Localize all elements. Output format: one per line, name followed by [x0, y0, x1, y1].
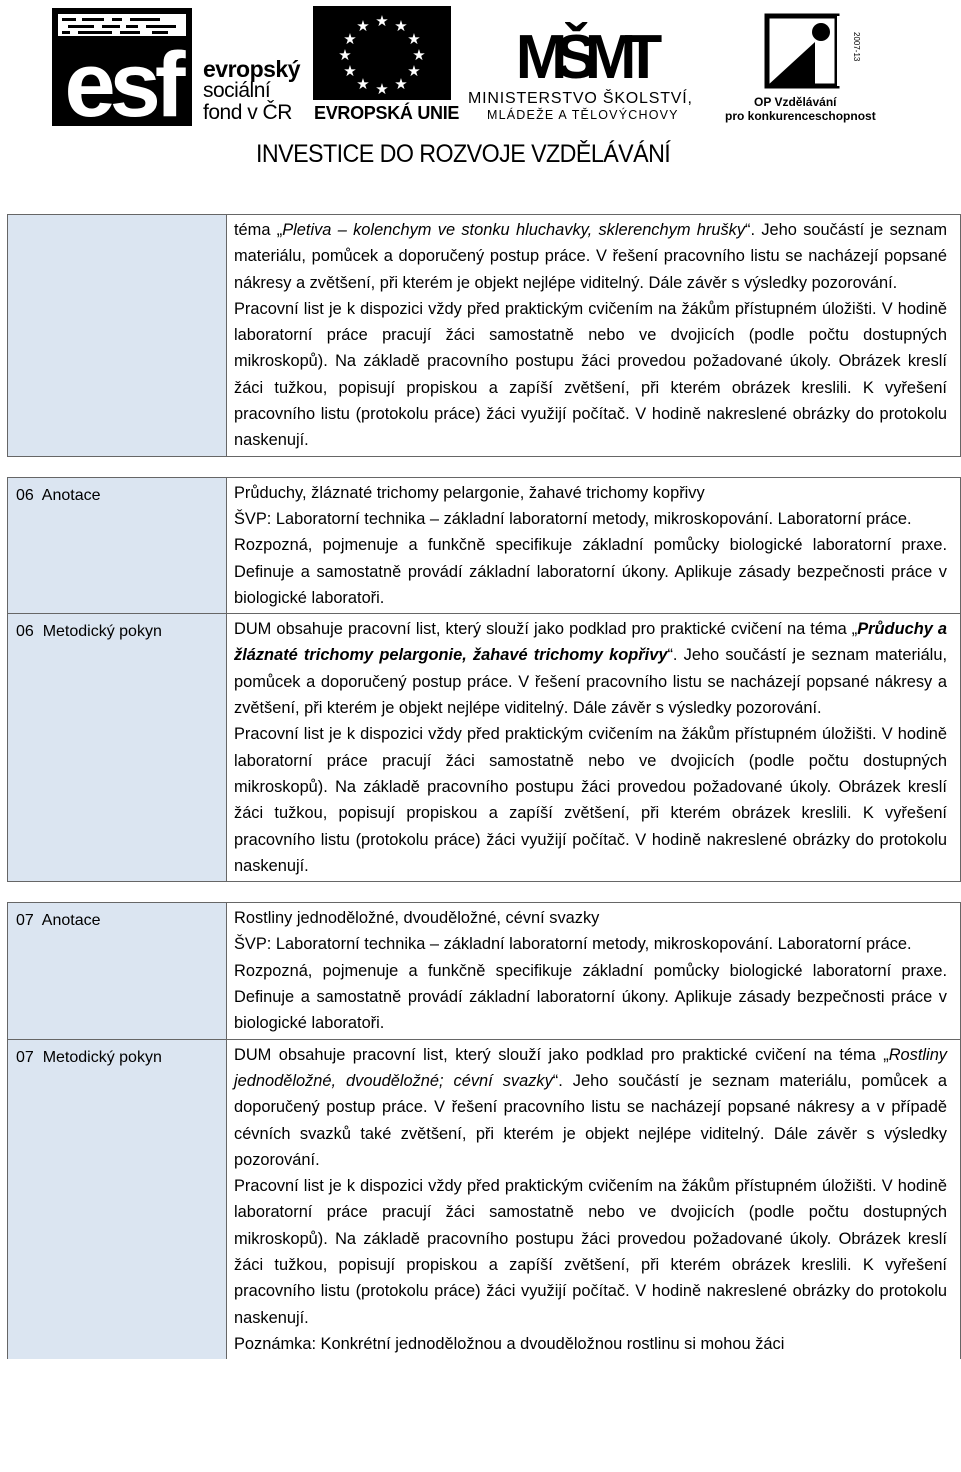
annotation-goals: Rozpozná, pojmenuje a funkčně specifikuje základní pomůcky biologické laboratorní praxe. Definuje a samostatně provádí základní laboratorní úkony. Aplikuje zásady bezpečnosti práce v biologické laboratoři.	[234, 961, 947, 1033]
row-label: 07 Metodický pokyn	[16, 1048, 162, 1066]
row-label: 06 Metodický pokyn	[16, 623, 162, 641]
svg-text:★: ★	[412, 46, 426, 64]
annotation-title: Rostliny jednoděložné, dvouděložné, cévní svazky	[234, 909, 600, 928]
table-row	[8, 903, 961, 1039]
svg-text:★: ★	[407, 30, 421, 48]
row-label: 06 Anotace	[16, 486, 101, 504]
esf-logo	[52, 8, 192, 136]
table-row	[8, 477, 961, 613]
annotation-goals: Rozpozná, pojmenuje a funkčně specifikuje základní pomůcky biologické laboratorní praxe. Definuje a samostatně provádí základní laboratorní úkony. Aplikuje zásady bezpečnosti práce v biologické laboratoři.	[234, 536, 947, 607]
row-content-cell	[227, 215, 961, 457]
intro-paragraph: téma „Pletiva – kolenchym ve stonku hluchavky, sklerenchym hrušky“. Jeho součástí je seznam materiálu, pomůcek a doporučený postup práce. V řešení pracovního listu se nacházejí popsané nákresy a zvětšení, při kterém je objekt nejlépe viditelný. Dále závěr s výsledky pozorování.	[234, 221, 947, 292]
annotation-svp: ŠVP: Laboratorní technika – základní laboratorní metody, mikroskopování. Laboratorní práce.	[234, 509, 912, 528]
row-label-cell	[8, 477, 227, 613]
esf-logo-caption	[203, 58, 300, 124]
page-header	[0, 0, 960, 175]
investice-slogan: INVESTICE DO ROZVOJE VZDĚLÁVÁNÍ	[256, 140, 671, 168]
esf-line-2: sociální	[203, 79, 271, 102]
table-row	[8, 215, 961, 457]
table-row	[8, 1039, 961, 1359]
row-content-cell	[227, 477, 961, 613]
esf-line-3: fond v ČR	[203, 101, 292, 124]
svg-text:MŠMT: MŠMT	[515, 23, 651, 92]
svg-text:★: ★	[356, 17, 370, 35]
svg-text:★: ★	[343, 62, 357, 80]
svg-text:★: ★	[356, 75, 370, 93]
svg-text:★: ★	[394, 75, 408, 93]
msmt-caption-line-2: MLÁDEŽE A TĚLOVÝCHOVY	[487, 108, 679, 122]
intro-paragraph: DUM obsahuje pracovní list, který slouží jako podklad pro praktické cvičení na téma „Průduchy a žláznaté trichomy pelargonie, žahavé trichomy kopřivy“. Jeho součástí je seznam materiálu, pomůcek a doporučený postup práce. V řešení pracovního listu se nacházejí popsané nákresy a zvětšení, při kterém je objekt nejlépe viditelný. Dále závěr s výsledky pozorování.	[234, 620, 947, 718]
row-label-cell	[8, 215, 227, 457]
svg-text:2007-13: 2007-13	[852, 32, 861, 62]
annotation-svp: ŠVP: Laboratorní technika – základní laboratorní metody, mikroskopování. Laboratorní práce.	[234, 935, 912, 954]
eu-caption: EVROPSKÁ UNIE	[314, 103, 460, 123]
eu-flag-logo	[313, 6, 451, 100]
dum-table	[7, 214, 961, 1359]
row-label-cell	[8, 903, 227, 1039]
msmt-logo	[515, 6, 651, 92]
table-row	[8, 614, 961, 882]
row-content-cell	[227, 614, 961, 882]
svg-text:★: ★	[407, 62, 421, 80]
row-label: 07 Anotace	[16, 912, 101, 930]
note-paragraph: Poznámka: Konkrétní jednoděložnou a dvouděložnou rostlinu si mohou žáci	[234, 1334, 785, 1353]
instructions-paragraph: Pracovní list je k dispozici vždy před praktickým cvičením na žákům přístupném úložišti. V hodině laboratorní práce pracují žáci samostatně nebo ve dvojicích (podle počtu dostupných mikroskopů). Na základě pracovního postupu žáci provedou požadované úkoly. Obrázek kreslí žáci tužkou, popisují propiskou a zapíší zvětšení, při kterém obrázek kreslili. K vyřešení pracovního listu (protokolu práce) žáci využijí počítač. V hodině nakreslené obrázky do protokolu naskenují.	[234, 299, 947, 450]
svg-text:esf: esf	[64, 34, 180, 136]
intro-paragraph: DUM obsahuje pracovní list, který slouží jako podklad pro praktické cvičení na téma „Rostliny jednoděložné, dvouděložné; cévní svazky“. Jeho součástí je seznam materiálu, pomůcek a doporučený postup práce. V řešení pracovního listu se nacházejí popsané nákresy a v případě cévních svazků také zvětšení, při kterém je objekt nejlépe viditelný. Dále závěr s výsledky pozorování.	[234, 1045, 947, 1169]
row-label-cell	[8, 614, 227, 882]
svg-text:★: ★	[375, 80, 389, 98]
op-caption-line-1: OP Vzdělávání	[754, 95, 837, 109]
op-vzdelavani-logo	[755, 12, 865, 92]
svg-text:★: ★	[338, 46, 352, 64]
row-label-cell	[8, 1039, 227, 1359]
svg-text:★: ★	[394, 17, 408, 35]
instructions-paragraph: Pracovní list je k dispozici vždy před praktickým cvičením na žákům přístupném úložišti. V hodině laboratorní práce pracují žáci samostatně nebo ve dvojicích (podle počtu dostupných mikroskopů). Na základě pracovního postupu žáci provedou požadované úkoly. Obrázek kreslí žáci tužkou, popisují propiskou a zapíší zvětšení, při kterém obrázek kreslili. K vyřešení pracovního listu (protokolu práce) žáci využijí počítač. V hodině nakreslené obrázky do protokolu naskenují.	[234, 1177, 947, 1327]
op-caption-line-2: pro konkurenceschopnost	[725, 109, 876, 123]
instructions-paragraph: Pracovní list je k dispozici vždy před praktickým cvičením na žákům přístupném úložišti. V hodině laboratorní práce pracují žáci samostatně nebo ve dvojicích (podle počtu dostupných mikroskopů). Na základě pracovního postupu žáci provedou požadované úkoly. Obrázek kreslí žáci tužkou, popisují propiskou a zapíší zvětšení, při kterém obrázek kreslili. K vyřešení pracovního listu (protokolu práce) žáci využijí počítač. V hodině nakreslené obrázky do protokolu naskenují.	[234, 725, 947, 875]
row-content-cell	[227, 1039, 961, 1359]
msmt-caption-line-1: MINISTERSTVO ŠKOLSTVÍ,	[468, 90, 693, 107]
annotation-title: Průduchy, žláznaté trichomy pelargonie, žahavé trichomy kopřivy	[234, 483, 705, 502]
svg-text:★: ★	[343, 30, 357, 48]
row-content-cell	[227, 903, 961, 1039]
esf-line-1: evropský	[203, 56, 301, 82]
svg-text:★: ★	[375, 12, 389, 30]
